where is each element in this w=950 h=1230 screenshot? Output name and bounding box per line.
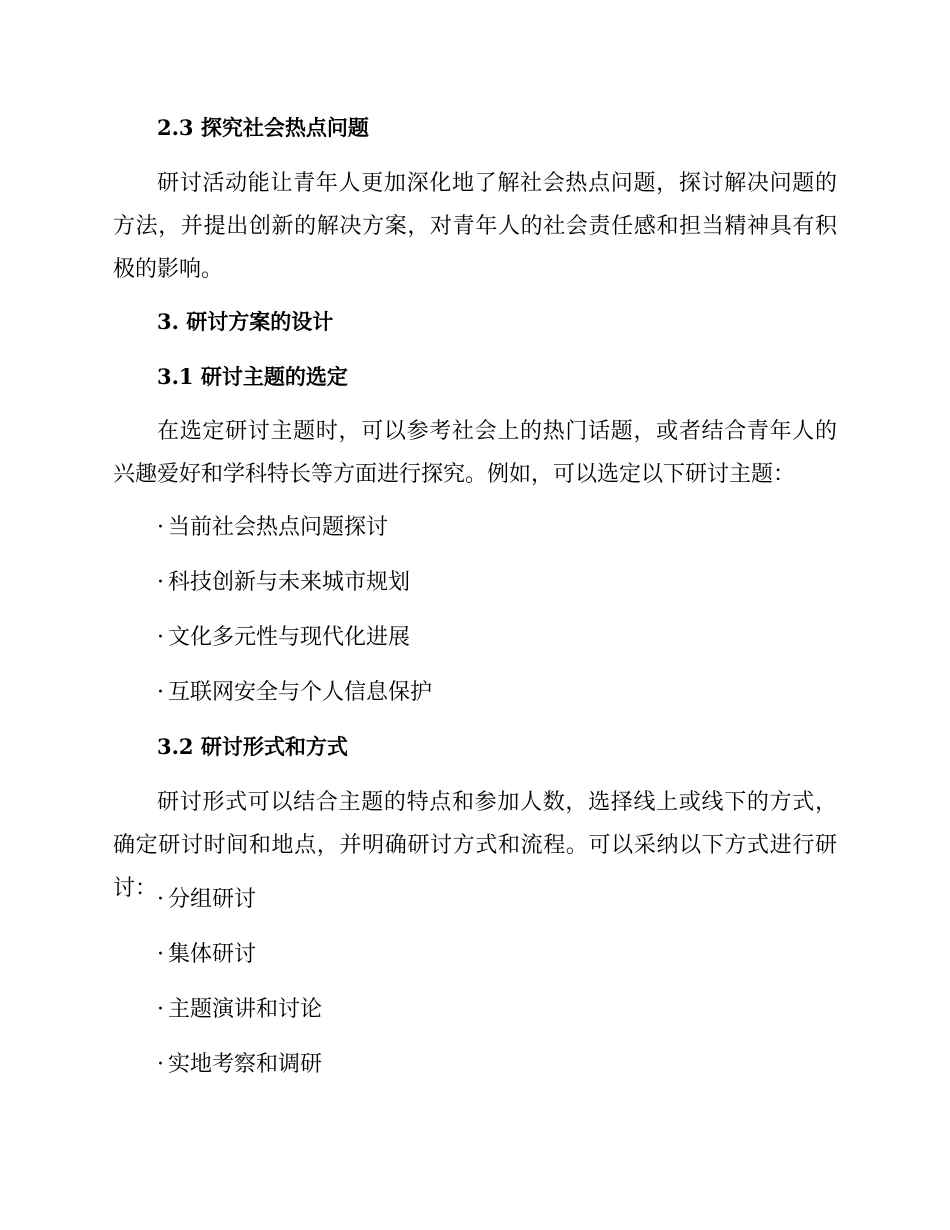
bullet-marker: · — [157, 887, 164, 912]
section-paragraph-2-3: 研讨活动能让青年人更加深化地了解社会热点问题，探讨解决问题的方法，并提出创新的解决方案，对青年人的社会责任感和担当精神具有积极的影响。 — [113, 171, 837, 282]
list-item-text: 分组研讨 — [168, 887, 257, 912]
list-item-text: 科技创新与未来城市规划 — [168, 570, 411, 595]
section-paragraph-3-1: 在选定研讨主题时，可以参考社会上的热门话题，或者结合青年人的兴趣爱好和学科特长等方面进行探究。例如，可以选定以下研讨主题： — [113, 419, 837, 487]
section-heading-3: 3. 研讨方案的设计 — [157, 309, 334, 334]
list-item-text: 当前社会热点问题探讨 — [168, 515, 389, 540]
list-item — [157, 995, 881, 1025]
bullet-marker: · — [157, 680, 164, 705]
section-heading-2-3: 2.3 探究社会热点问题 — [157, 115, 369, 140]
list-item — [157, 1050, 881, 1080]
bullet-marker: · — [157, 570, 164, 595]
list-item — [157, 940, 881, 970]
list-item-text: 互联网安全与个人信息保护 — [168, 680, 433, 705]
list-item-text: 主题演讲和讨论 — [168, 997, 323, 1022]
list-item — [157, 885, 881, 915]
bullet-marker: · — [157, 942, 164, 967]
list-item-text: 文化多元性与现代化进展 — [168, 625, 411, 650]
list-item — [157, 623, 881, 653]
section-heading-3-1: 3.1 研讨主题的选定 — [157, 364, 348, 389]
list-item — [157, 678, 881, 708]
section-heading-3-2: 3.2 研讨形式和方式 — [157, 734, 348, 759]
list-item — [157, 568, 881, 598]
section-paragraph-3-2: 研讨形式可以结合主题的特点和参加人数，选择线上或线下的方式，确定研讨时间和地点，并明确研讨方式和流程。可以采纳以下方式进行研讨： — [113, 790, 837, 901]
list-item-text: 集体研讨 — [168, 942, 257, 967]
bullet-marker: · — [157, 1052, 164, 1077]
bullet-marker: · — [157, 997, 164, 1022]
bullet-marker: · — [157, 515, 164, 540]
list-item-text: 实地考察和调研 — [168, 1052, 323, 1077]
list-item — [157, 513, 881, 543]
bullet-marker: · — [157, 625, 164, 650]
